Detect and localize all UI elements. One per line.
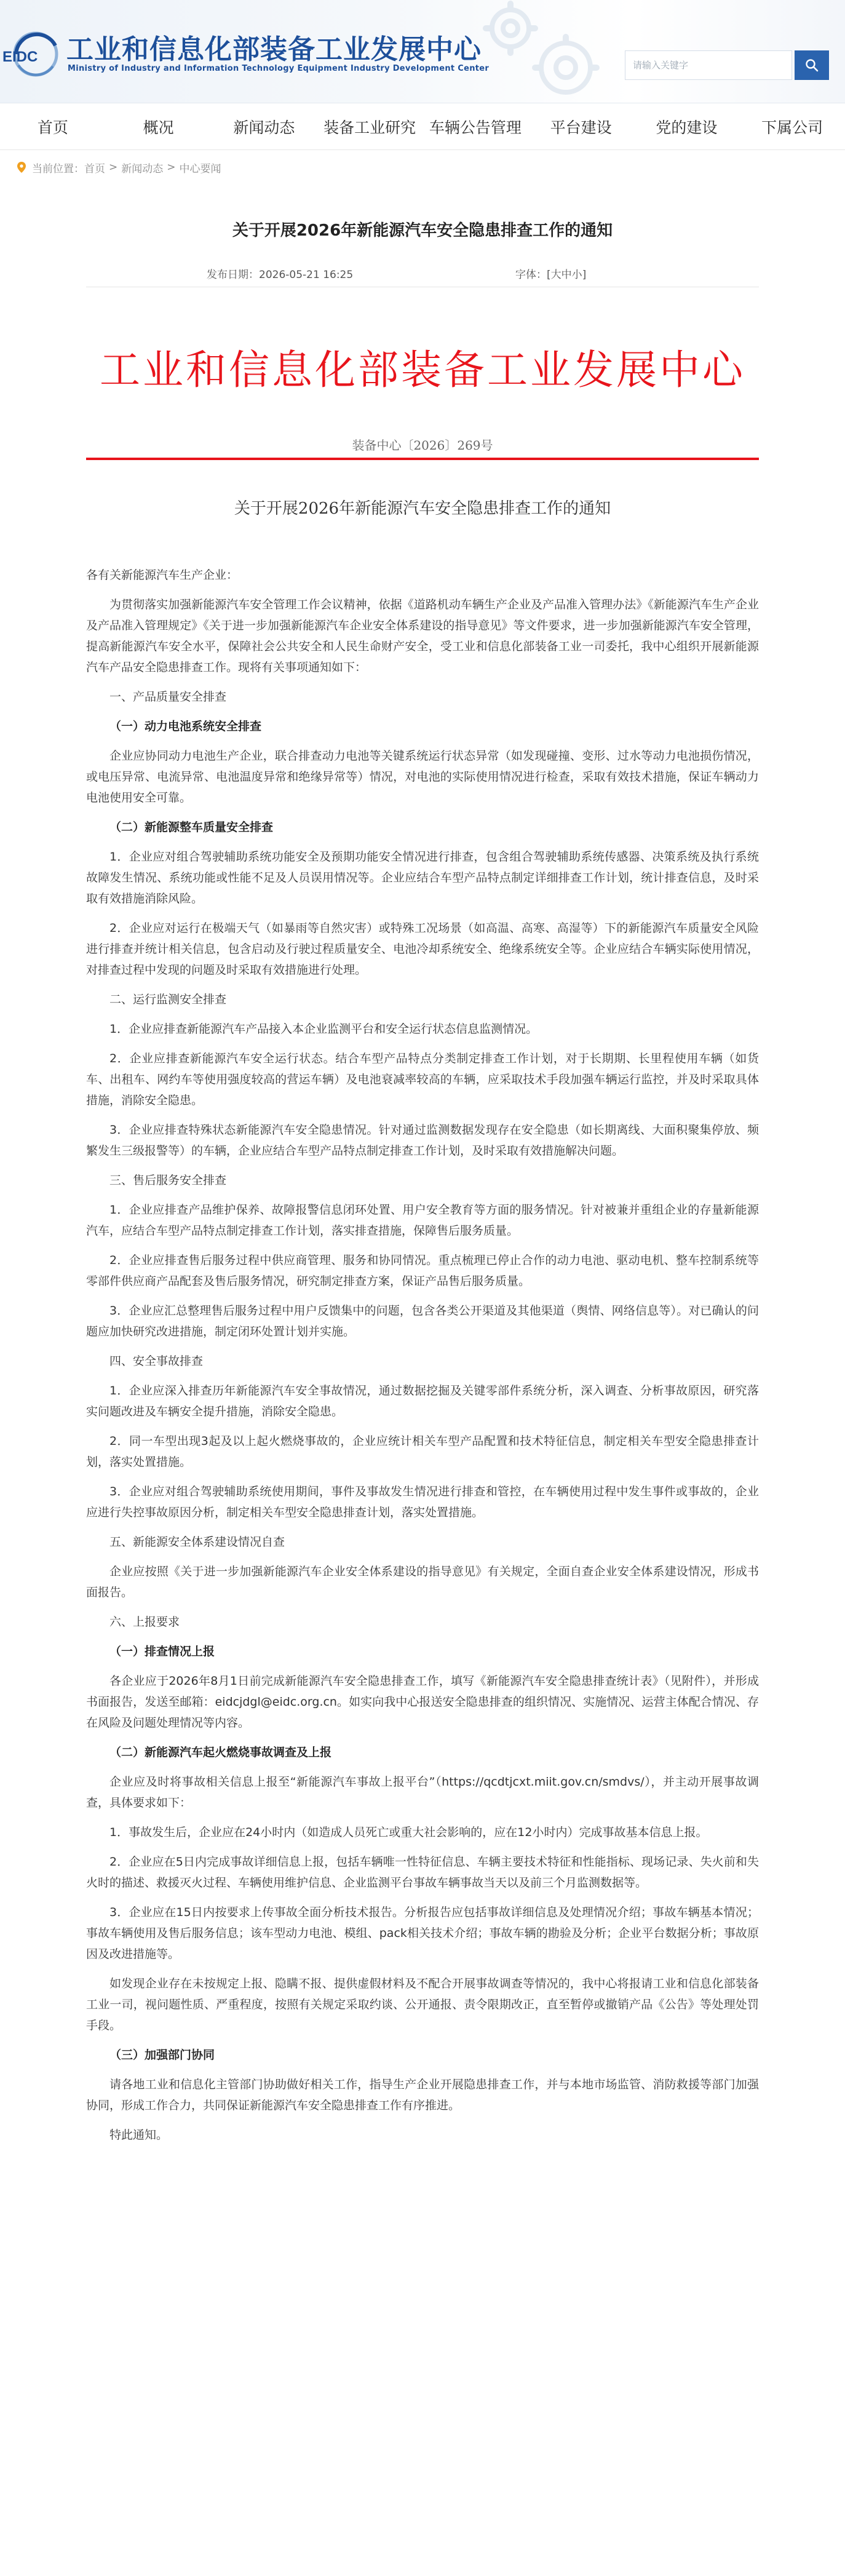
- body-paragraph: 企业应及时将事故相关信息上报至“新能源汽车事故上报平台”（https://qcdtjcxt.miit.gov.cn/smdvs/），并主动开展事故调查，具体要求如下：: [86, 1775, 759, 1810]
- nav-item-party[interactable]: 党的建设: [656, 118, 718, 137]
- site-header: [0, 0, 845, 103]
- section-subheading: （一）排查情况上报: [109, 1645, 215, 1658]
- body-paragraph: 六、上报要求: [109, 1615, 180, 1629]
- nav-item-subsidiaries[interactable]: 下属公司: [761, 118, 823, 137]
- publish-date: 发布日期：2026-05-21 16:25: [207, 269, 354, 281]
- font-size-selector[interactable]: 字体：[大中小]: [515, 269, 587, 281]
- section-subheading: （二）新能源整车质量安全排查: [109, 821, 274, 834]
- body-paragraph: 为贯彻落实加强新能源汽车安全管理工作会议精神，依据《道路机动车辆生产企业及产品准入管理办法》《新能源汽车生产企业及产品准入管理规定》《关于进一步加强新能源汽车企业安全体系建设的指导意见》等文件要求，进一步加强新能源汽车安全管理，提高新能源汽车安全水平，保障社会公共安全和人民生命财产安全，受工业和信息化部装备工业一司委托，我中心组织开展新能源汽车产品安全隐患排查工作。现将有关事项通知如下：: [86, 598, 759, 674]
- body-paragraph: 五、新能源安全体系建设情况自查: [109, 1535, 285, 1549]
- body-paragraph: 2．企业应对运行在极端天气（如暴雨等自然灾害）或特殊工况场景（如高温、高寒、高湿等）下的新能源汽车质量安全风险进行排查并统计相关信息，包含启动及行驶过程质量安全、电池冷却系统安全、绝缘系统安全等。企业应结合车辆实际使用情况，对排查过程中发现的问题及时采取有效措施进行处理。: [86, 921, 759, 977]
- body-paragraph: 2．企业应在5日内完成事故详细信息上报，包括车辆唯一性特征信息、车辆主要技术特征和性能指标、现场记录、失火前和失火时的描述、救援灭火过程、车辆使用维护信息、企业监测平台事故车辆事故当天以及前三个月监测数据等。: [86, 1855, 759, 1890]
- body-paragraph: 1．企业应排查产品维护保养、故障报警信息闭环处置、用户安全教育等方面的服务情况。针对被兼并重组企业的存量新能源汽车，应结合车型产品特点制定排查工作计划，落实排查措施，保障售后服务质量。: [86, 1203, 759, 1238]
- body-paragraph: 特此通知。: [109, 2128, 169, 2142]
- issuing-organization: 工业和信息化部装备工业发展中心: [100, 346, 745, 394]
- page-title: 关于开展2026年新能源汽车安全隐患排查工作的通知: [232, 221, 613, 240]
- body-paragraph: 企业应按照《关于进一步加强新能源汽车企业安全体系建设的指导意见》有关规定，全面自查企业安全体系建设情况，形成书面报告。: [86, 1565, 759, 1599]
- nav-item-platform[interactable]: 平台建设: [550, 118, 612, 137]
- nav-item-research[interactable]: 装备工业研究: [323, 118, 416, 137]
- breadcrumb-center-news[interactable]: 中心要闻: [179, 162, 221, 175]
- body-paragraph: 如发现企业存在未按规定上报、隐瞒不报、提供虚假材料及不配合开展事故调查等情况的，我中心将报请工业和信息化部装备工业一司，视问题性质、严重程度，按照有关规定采取约谈、公开通报、责令限期改正，直至暂停或撤销产品《公告》等处理处罚手段。: [86, 1977, 759, 2032]
- body-paragraph: 各有关新能源汽车生产企业：: [86, 568, 239, 582]
- body-paragraph: 2．企业应排查售后服务过程中供应商管理、服务和协同情况。重点梳理已停止合作的动力电池、驱动电机、整车控制系统等零部件供应商产品配套及售后服务情况，研究制定排查方案，保证产品售后服务质量。: [86, 1254, 759, 1288]
- body-paragraph: 3．企业应对组合驾驶辅助系统使用期间，事件及事故发生情况进行排查和管控，在车辆使用过程中发生事件或事故的，企业应进行失控事故原因分析，制定相关车型安全隐患排查计划，落实处置措施。: [86, 1485, 759, 1519]
- eidc-logo-icon[interactable]: [0, 27, 59, 86]
- gear-decoration-icon: [467, 0, 615, 98]
- red-divider: [86, 458, 759, 460]
- body-paragraph: 1．企业应排查新能源汽车产品接入本企业监测平台和安全运行状态信息监测情况。: [109, 1022, 538, 1036]
- body-paragraph: 四、安全事故排查: [109, 1354, 204, 1368]
- location-pin-icon: [17, 162, 26, 173]
- site-title[interactable]: 工业和信息化部装备工业发展中心: [66, 34, 482, 65]
- search-button[interactable]: [795, 50, 829, 80]
- body-paragraph: 1．事故发生后，企业应在24小时内（如造成人员死亡或重大社会影响的，应在12小时内）完成事故基本信息上报。: [109, 1826, 708, 1839]
- nav-item-home[interactable]: 首页: [37, 118, 68, 137]
- search-icon: [805, 58, 819, 72]
- svg-text:EIDC: EIDC: [2, 49, 38, 65]
- body-paragraph: 1．企业应深入排查历年新能源汽车安全事故情况，通过数据挖掘及关键零部件系统分析，深入调查、分析事故原因，研究落实问题改进及车辆安全提升措施，消除安全隐患。: [86, 1384, 759, 1418]
- body-paragraph: 三、售后服务安全排查: [109, 1174, 227, 1187]
- nav-item-vehicle-announcement[interactable]: 车辆公告管理: [429, 118, 522, 137]
- body-paragraph: 二、运行监测安全排查: [109, 993, 227, 1006]
- section-subheading: （三）加强部门协同: [109, 2048, 215, 2062]
- breadcrumb-home[interactable]: 首页: [84, 162, 105, 175]
- body-paragraph: 3．企业应在15日内按要求上传事故全面分析技术报告。分析报告应包括事故详细信息及处理情况介绍；事故车辆基本情况；事故车辆使用及售后服务信息；该车型动力电池、模组、pack相关技术介绍；事故车辆的勘验及分析；企业平台数据分析；事故原因及改进措施等。: [86, 1906, 759, 1961]
- nav-item-news[interactable]: 新闻动态: [233, 118, 295, 137]
- document-number: 装备中心〔2026〕269号: [352, 438, 493, 453]
- breadcrumb-news[interactable]: 新闻动态: [121, 162, 164, 175]
- body-paragraph: 一、产品质量安全排查: [109, 690, 227, 704]
- nav-item-overview[interactable]: 概况: [143, 118, 174, 137]
- breadcrumb-separator: >: [109, 161, 118, 173]
- document-body: [86, 565, 759, 2154]
- body-paragraph: 企业应协同动力电池生产企业，联合排查动力电池等关键系统运行状态异常（如发现碰撞、变形、过水等动力电池损伤情况，或电压异常、电流异常、电池温度异常和绝缘异常等）情况，对电池的实际使用情况进行检查，采取有效技术措施，保证车辆动力电池使用安全可靠。: [86, 749, 759, 805]
- notice-title: 关于开展2026年新能源汽车安全隐患排查工作的通知: [234, 499, 611, 518]
- body-paragraph: 3．企业应汇总整理售后服务过程中用户反馈集中的问题，包含各类公开渠道及其他渠道（舆情、网络信息等）。对已确认的问题应加快研究改进措施，制定闭环处置计划并实施。: [86, 1304, 759, 1338]
- body-paragraph: 3．企业应排查特殊状态新能源汽车安全隐患情况。针对通过监测数据发现存在安全隐患（如长期离线、大面积聚集停放、频繁发生三级报警等）的车辆，企业应结合车型产品特点制定排查工作计划，及时采取有效措施解决问题。: [86, 1123, 759, 1158]
- site-subtitle: Ministry of Industry and Information Technology Equipment Industry Development Center: [68, 64, 490, 73]
- search-input[interactable]: [625, 50, 792, 80]
- breadcrumb-prefix: 当前位置：: [32, 162, 84, 175]
- search-box: [625, 50, 829, 80]
- body-paragraph: 各企业应于2026年8月1日前完成新能源汽车安全隐患排查工作，填写《新能源汽车安全隐患排查统计表》（见附件），并形成书面报告，发送至邮箱：eidcjdgl@eidc.org.cn。如实向我中心报送安全隐患排查的组织情况、实施情况、运营主体配合情况、存在风险及问题处理情况等内容。: [86, 1674, 759, 1730]
- body-paragraph: 2．企业应排查新能源汽车安全运行状态。结合车型产品特点分类制定排查工作计划，对于长期期、长里程使用车辆（如货车、出租车、网约车等使用强度较高的营运车辆）及电池衰减率较高的车辆，应采取技术手段加强车辆运行监控，并及时采取具体措施，消除安全隐患。: [86, 1052, 759, 1107]
- body-paragraph: 请各地工业和信息化主管部门协助做好相关工作，指导生产企业开展隐患排查工作，并与本地市场监管、消防救援等部门加强协同，形成工作合力，共同保证新能源汽车安全隐患排查工作有序推进。: [86, 2078, 759, 2112]
- breadcrumb-separator: >: [167, 161, 176, 173]
- section-subheading: （一）动力电池系统安全排查: [109, 720, 262, 733]
- main-nav: [0, 103, 845, 150]
- body-paragraph: 1．企业应对组合驾驶辅助系统功能安全及预期功能安全情况进行排查，包含组合驾驶辅助系统传感器、决策系统及执行系统故障发生情况、系统功能或性能不足及人员误用情况等。企业应结合车型产品特点制定详细排查工作计划，统计排查信息，及时采取有效措施消除风险。: [86, 850, 759, 905]
- body-paragraph: 2．同一车型出现3起及以上起火燃烧事故的，企业应统计相关车型产品配置和技术特征信息，制定相关车型安全隐患排查计划，落实处置措施。: [86, 1434, 759, 1469]
- section-subheading: （二）新能源汽车起火燃烧事故调查及上报: [109, 1746, 332, 1759]
- breadcrumb: [17, 159, 221, 176]
